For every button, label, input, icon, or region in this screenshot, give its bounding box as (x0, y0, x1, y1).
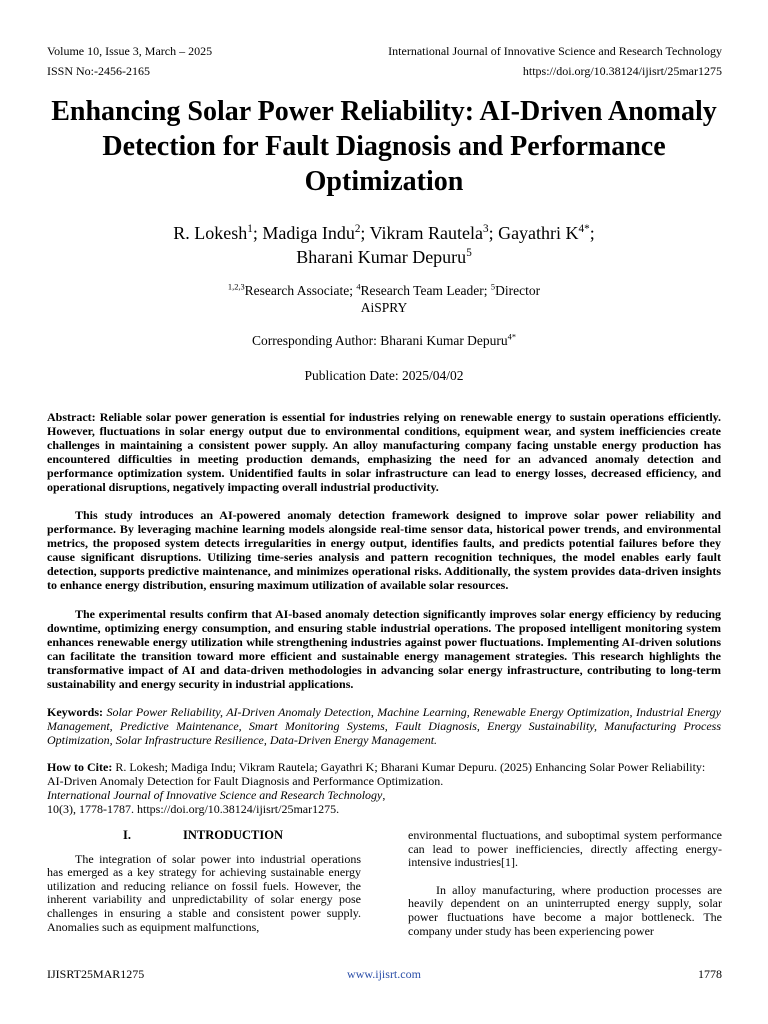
intro-paragraph: In alloy manufacturing, where production processes are heavily dependent on an uninterrupted energy supply, solar power fluctuations have become a major bottleneck. The company under study has been experiencing power (408, 882, 722, 938)
author-sup: 4* (578, 223, 590, 235)
affil-text: Research Team Leader; (360, 283, 491, 298)
abstract-label: Abstract: (47, 410, 96, 424)
cite-label: How to Cite: (47, 760, 113, 774)
abstract-p2: This study introduces an AI-powered anomaly detection framework designed to improve solar power reliability and performance. By leveraging machine learning models alongside real-time sensor data, historical power trends, and environmental metrics, the proposed system detects irregularities in energy output, identifies faults, and predicts potential failures before they cause significant disruptions. Utilizing time-series analysis and pattern recognition techniques, the model enables early fault detection, supports predictive maintenance, and minimizes operational risks. Additionally, the system provides data-driven insights to enhance energy distribution, ensuring maximum utilization of available solar resources. (47, 508, 721, 592)
affil-org: AiSPRY (360, 300, 408, 315)
author-name: Bharani Kumar Depuru (296, 247, 467, 267)
intro-paragraph-cont: environmental fluctuations, and suboptimal system performance can lead to power inefficiencies, directly affecting energy-intensive industries[1]. (408, 828, 722, 870)
author-sup: 5 (466, 247, 472, 259)
keywords-text: Solar Power Reliability, AI-Driven Anomaly Detection, Machine Learning, Renewable Energy Optimization, Industrial Energy Management, Predictive Maintenance, Smart Monitoring Systems, Fault Diagnosis, Energy Sustainability, Manufacturing Process Optimization, Solar Infrastructure Resilience, Data-Driven Energy Management. (47, 705, 721, 747)
author-sup: 3 (482, 223, 489, 235)
author-name: ; Vikram Rautela (360, 223, 483, 243)
footer-page-number: 1778 (698, 967, 722, 981)
footer-website-link[interactable]: www.ijisrt.com (347, 967, 421, 981)
keywords-label: Keywords: (47, 705, 103, 719)
header-issn: ISSN No:-2456-2165 (47, 64, 151, 78)
footer-paper-id: IJISRT25MAR1275 (47, 967, 145, 981)
header-volume: Volume 10, Issue 3, March – 2025 (47, 44, 213, 58)
corresponding-author (40, 332, 728, 349)
author-sup: 2 (354, 223, 361, 235)
author-name: ; Gayathri K (488, 223, 579, 243)
corresponding-label: Corresponding Author: Bharani Kumar Depuru (251, 333, 508, 348)
section-number: I. (123, 828, 131, 842)
cite-text: R. Lokesh; Madiga Indu; Vikram Rautela; Gayathri K; Bharani Kumar Depuru. (2025) Enhancing Solar Power Reliability: AI-Driven Anomaly Detection for Fault Diagnosis and Performance Optimization. (47, 760, 706, 788)
left-column (47, 829, 361, 934)
publication-date: Publication Date: 2025/04/02 (304, 368, 464, 383)
affil-text: Research Associate; (244, 283, 357, 298)
abstract-text: Reliable solar power generation is essential for industries relying on renewable energy to sustain operations efficiently. However, fluctuations in solar energy output due to environmental conditions, equipment wear, and system inefficiencies create challenges in maintaining a consistent power supply. An alloy manufacturing company facing unstable energy production has encountered difficulties in meeting production demands, emphasizing the need for an advanced anomaly detection and performance optimization system. Unidentified faults in solar infrastructure can lead to energy losses, decreased efficiency, and operational disruptions, negatively impacting overall industrial productivity. (47, 410, 721, 494)
affiliations (40, 282, 728, 316)
how-to-cite (47, 760, 721, 816)
author-separator: ; (589, 223, 595, 243)
cite-journal: International Journal of Innovative Science and Research Technology (47, 788, 383, 802)
corresponding-sup: 4* (507, 332, 517, 342)
author-name: R. Lokesh (173, 223, 248, 243)
right-column (408, 829, 722, 938)
author-list (40, 221, 728, 269)
cite-journal-sep: , (382, 788, 386, 802)
section-heading (47, 829, 361, 843)
paper-title: Enhancing Solar Power Reliability: AI-Driven Anomaly Detection for Fault Diagnosis and Performance Optimization (51, 96, 717, 197)
section-title: INTRODUCTION (183, 828, 284, 842)
cite-pages: 10(3), 1778-1787. https://doi.org/10.38124/ijisrt/25mar1275. (47, 802, 340, 816)
abstract-p1 (47, 410, 721, 494)
affil-sup: 4 (356, 282, 361, 292)
affil-sup: 1,2,3 (227, 282, 245, 292)
author-sup: 1 (247, 223, 253, 235)
keywords (47, 705, 721, 747)
author-name: ; Madiga Indu (252, 223, 355, 243)
intro-paragraph: The integration of solar power into industrial operations has emerged as a key strategy for achieving sustainable energy utilization and reducing reliance on fossil fuels. However, the inherent variability and unpredictability of solar energy pose challenges in ensuring a stable and consistent power supply. Anomalies such as equipment malfunctions, (47, 851, 361, 934)
affil-sup: 5 (490, 282, 496, 292)
affil-text: Director (495, 283, 541, 298)
header-doi[interactable]: https://doi.org/10.38124/ijisrt/25mar1275 (522, 64, 722, 78)
header-journal: International Journal of Innovative Science and Research Technology (388, 44, 722, 58)
abstract-p3: The experimental results confirm that AI-based anomaly detection significantly improves solar energy efficiency by reducing downtime, optimizing energy consumption, and ensuring stable industrial operations. The proposed intelligent monitoring system enhances renewable energy utilization while strengthening industries against power fluctuations. Implementing AI-driven solutions can facilitate the transition toward more efficient and sustainable energy management strategies. This research highlights the transformative impact of AI and data-driven methodologies in advancing solar energy infrastructure, contributing to long-term sustainability and energy security in industrial applications. (47, 607, 721, 691)
